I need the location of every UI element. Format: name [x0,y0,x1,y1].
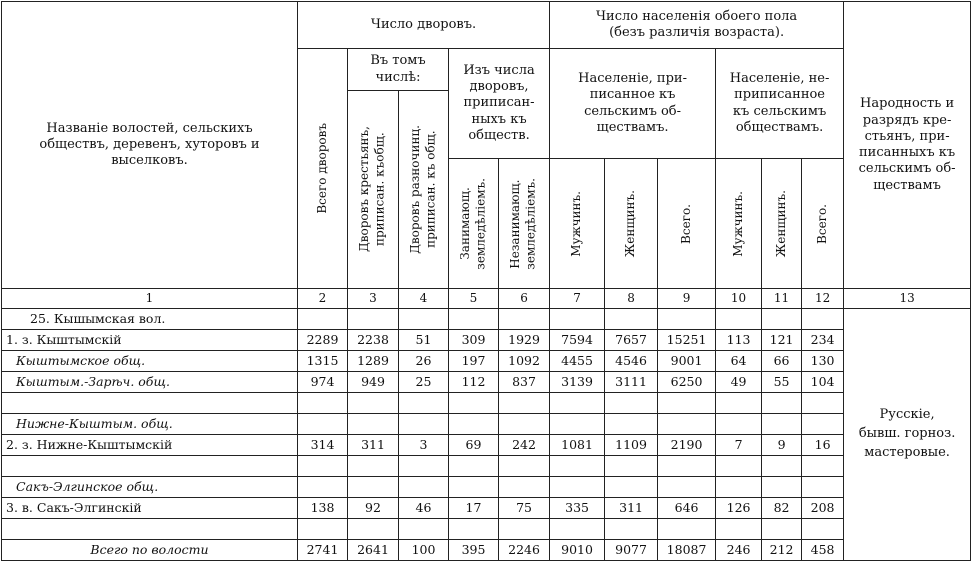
row-name: Кыштым.-Зарѣч. общ. [2,372,298,393]
cell-col-7 [550,519,605,540]
registered-total-header: Всего. [658,159,716,289]
cell-col-2: 314 [298,435,348,456]
column-number: 13 [844,289,971,309]
cell-col-10 [716,414,762,435]
column-number: 10 [716,289,762,309]
cell-col-2 [298,414,348,435]
cell-col-8 [605,393,658,414]
cell-col-11: 121 [762,330,802,351]
cell-col-2: 1315 [298,351,348,372]
cell-col-11 [762,414,802,435]
table-row [2,414,971,435]
row-name [2,456,298,477]
cell-col-6: 1092 [499,351,550,372]
cell-col-4: 25 [399,372,449,393]
unregistered-men-header: Мужчинъ. [716,159,762,289]
cell-col-4 [399,477,449,498]
cell-col-9: 15251 [658,330,716,351]
cell-col-10 [716,309,762,330]
population-group-header: Число населенія обоего пола (безъ различія возраста). [550,2,844,49]
cell-col-7: 3139 [550,372,605,393]
cell-col-4 [399,309,449,330]
cell-col-2: 974 [298,372,348,393]
cell-col-6: 242 [499,435,550,456]
cell-col-8: 3111 [605,372,658,393]
occupying-land-header: Занимающ. земледѣліемъ. [449,159,499,289]
cell-col-12: 130 [802,351,844,372]
column-number: 5 [449,289,499,309]
cell-col-6 [499,393,550,414]
cell-col-7 [550,477,605,498]
total-courts-header: Всего дворовъ [298,49,348,289]
table-row [2,540,971,561]
column-number: 6 [499,289,550,309]
nationality-cell: Русскіе, бывш. горноз. мастеровые. [844,309,971,561]
cell-col-5 [449,477,499,498]
cell-col-4: 26 [399,351,449,372]
cell-col-8: 1109 [605,435,658,456]
cell-col-7 [550,393,605,414]
table-row [2,477,971,498]
registered-men-header: Мужчинъ. [550,159,605,289]
cell-col-3: 949 [348,372,399,393]
cell-col-7 [550,309,605,330]
cell-col-5: 197 [449,351,499,372]
cell-col-5: 309 [449,330,499,351]
cell-col-12: 234 [802,330,844,351]
cell-col-8: 4546 [605,351,658,372]
courts-group-header: Число дворовъ. [298,2,550,49]
row-name [2,519,298,540]
cell-col-7: 335 [550,498,605,519]
cell-col-2: 2289 [298,330,348,351]
cell-col-9: 9001 [658,351,716,372]
cell-col-2: 138 [298,498,348,519]
cell-col-3: 311 [348,435,399,456]
name-column-header: Названіе волостей, сельскихъ обществъ, деревенъ, хуторовъ и выселковъ. [2,2,298,289]
table-row [2,393,971,414]
table-row [2,351,971,372]
cell-col-5 [449,519,499,540]
cell-col-11: 55 [762,372,802,393]
cell-col-5: 112 [449,372,499,393]
cell-col-7: 9010 [550,540,605,561]
peasant-courts-header: Дворовъ крестьянъ, приписан. къобщ. [348,91,399,289]
cell-col-8 [605,414,658,435]
cell-col-11 [762,477,802,498]
of-courts-header: Изъ числа дворовъ, приписан- ныхъ къ обществ. [449,49,550,159]
cell-col-8: 7657 [605,330,658,351]
cell-col-10 [716,456,762,477]
table-row [2,309,971,330]
cell-col-12 [802,414,844,435]
column-number: 4 [399,289,449,309]
cell-col-6: 837 [499,372,550,393]
cell-col-3: 1289 [348,351,399,372]
cell-col-12 [802,456,844,477]
cell-col-3 [348,477,399,498]
cell-col-4 [399,414,449,435]
cell-col-12 [802,393,844,414]
column-number: 9 [658,289,716,309]
cell-col-10: 126 [716,498,762,519]
cell-col-6 [499,309,550,330]
cell-col-3 [348,309,399,330]
raznochin-courts-header: Дворовъ разночинц. приписан. къ общ. [399,91,449,289]
cell-col-12 [802,309,844,330]
column-number: 2 [298,289,348,309]
cell-col-5 [449,414,499,435]
cell-col-9: 18087 [658,540,716,561]
cell-col-10 [716,393,762,414]
row-name: Сакъ-Элгинское общ. [2,477,298,498]
registered-women-header: Женщинъ. [605,159,658,289]
cell-col-9: 646 [658,498,716,519]
cell-col-10: 7 [716,435,762,456]
cell-col-12: 458 [802,540,844,561]
cell-col-9 [658,519,716,540]
cell-col-11: 82 [762,498,802,519]
cell-col-2 [298,519,348,540]
unregistered-total-header: Всего. [802,159,844,289]
nationality-header: Народность и разрядъ кре- стьянъ, при- писанныхъ къ сельскимъ об- ществамъ [844,2,971,289]
cell-col-11: 9 [762,435,802,456]
cell-col-9 [658,414,716,435]
cell-col-5: 395 [449,540,499,561]
cell-col-7: 7594 [550,330,605,351]
unregistered-women-header: Женщинъ. [762,159,802,289]
row-name: Кыштымское общ. [2,351,298,372]
table-row [2,519,971,540]
cell-col-2: 2741 [298,540,348,561]
row-name [2,393,298,414]
cell-col-2 [298,309,348,330]
cell-col-4 [399,393,449,414]
cell-col-9: 2190 [658,435,716,456]
cell-col-11: 66 [762,351,802,372]
cell-col-2 [298,393,348,414]
cell-col-7: 1081 [550,435,605,456]
cell-col-4: 51 [399,330,449,351]
cell-col-7 [550,414,605,435]
column-number: 11 [762,289,802,309]
table-body [2,309,971,561]
cell-col-9 [658,393,716,414]
statistics-table [1,1,971,561]
registered-population-header: Населеніе, при- писанное къ сельскимъ об- ществамъ. [550,49,716,159]
cell-col-12 [802,477,844,498]
cell-col-9 [658,456,716,477]
column-number: 1 [2,289,298,309]
cell-col-4: 3 [399,435,449,456]
cell-col-6 [499,414,550,435]
column-number: 3 [348,289,399,309]
table-row [2,330,971,351]
column-number: 12 [802,289,844,309]
cell-col-8: 9077 [605,540,658,561]
cell-col-2 [298,456,348,477]
cell-col-3 [348,456,399,477]
row-name: Нижне-Кыштым. общ. [2,414,298,435]
cell-col-6 [499,456,550,477]
cell-col-11 [762,309,802,330]
not-occupying-land-header: Незанимающ. земледѣліемъ. [499,159,550,289]
cell-col-10 [716,477,762,498]
cell-col-8: 311 [605,498,658,519]
cell-col-9 [658,309,716,330]
cell-col-5 [449,309,499,330]
cell-col-12: 208 [802,498,844,519]
cell-col-10: 113 [716,330,762,351]
cell-col-12 [802,519,844,540]
cell-col-4: 100 [399,540,449,561]
column-number-row [2,289,971,309]
cell-col-5: 17 [449,498,499,519]
cell-col-5 [449,456,499,477]
table-row [2,456,971,477]
cell-col-11 [762,456,802,477]
cell-col-6: 2246 [499,540,550,561]
cell-col-3: 2641 [348,540,399,561]
cell-col-3: 92 [348,498,399,519]
cell-col-3: 2238 [348,330,399,351]
cell-col-8 [605,519,658,540]
row-name: 1. з. Кыштымскій [2,330,298,351]
cell-col-11 [762,519,802,540]
column-number: 7 [550,289,605,309]
table-row [2,435,971,456]
table-row [2,372,971,393]
cell-col-12: 16 [802,435,844,456]
cell-col-6 [499,519,550,540]
row-name: 2. з. Нижне-Кыштымскій [2,435,298,456]
cell-col-4 [399,456,449,477]
cell-col-10: 64 [716,351,762,372]
cell-col-10: 49 [716,372,762,393]
cell-col-8 [605,456,658,477]
unregistered-population-header: Населеніе, не- приписанное къ сельскимъ обществамъ. [716,49,844,159]
cell-col-3 [348,393,399,414]
cell-col-8 [605,309,658,330]
cell-col-2 [298,477,348,498]
column-number: 8 [605,289,658,309]
cell-col-10: 246 [716,540,762,561]
row-name: 3. в. Сакъ-Элгинскій [2,498,298,519]
cell-col-4: 46 [399,498,449,519]
cell-col-4 [399,519,449,540]
cell-col-5 [449,393,499,414]
including-header: Въ томъ числѣ: [348,49,449,91]
cell-col-3 [348,414,399,435]
cell-col-11: 212 [762,540,802,561]
cell-col-5: 69 [449,435,499,456]
cell-col-10 [716,519,762,540]
cell-col-3 [348,519,399,540]
row-name: Всего по волости [2,540,298,561]
cell-col-6: 1929 [499,330,550,351]
row-name: 25. Кышымская вол. [2,309,298,330]
cell-col-6 [499,477,550,498]
cell-col-7 [550,456,605,477]
cell-col-9: 6250 [658,372,716,393]
cell-col-12: 104 [802,372,844,393]
cell-col-11 [762,393,802,414]
cell-col-7: 4455 [550,351,605,372]
cell-col-6: 75 [499,498,550,519]
table-row [2,498,971,519]
cell-col-9 [658,477,716,498]
cell-col-8 [605,477,658,498]
